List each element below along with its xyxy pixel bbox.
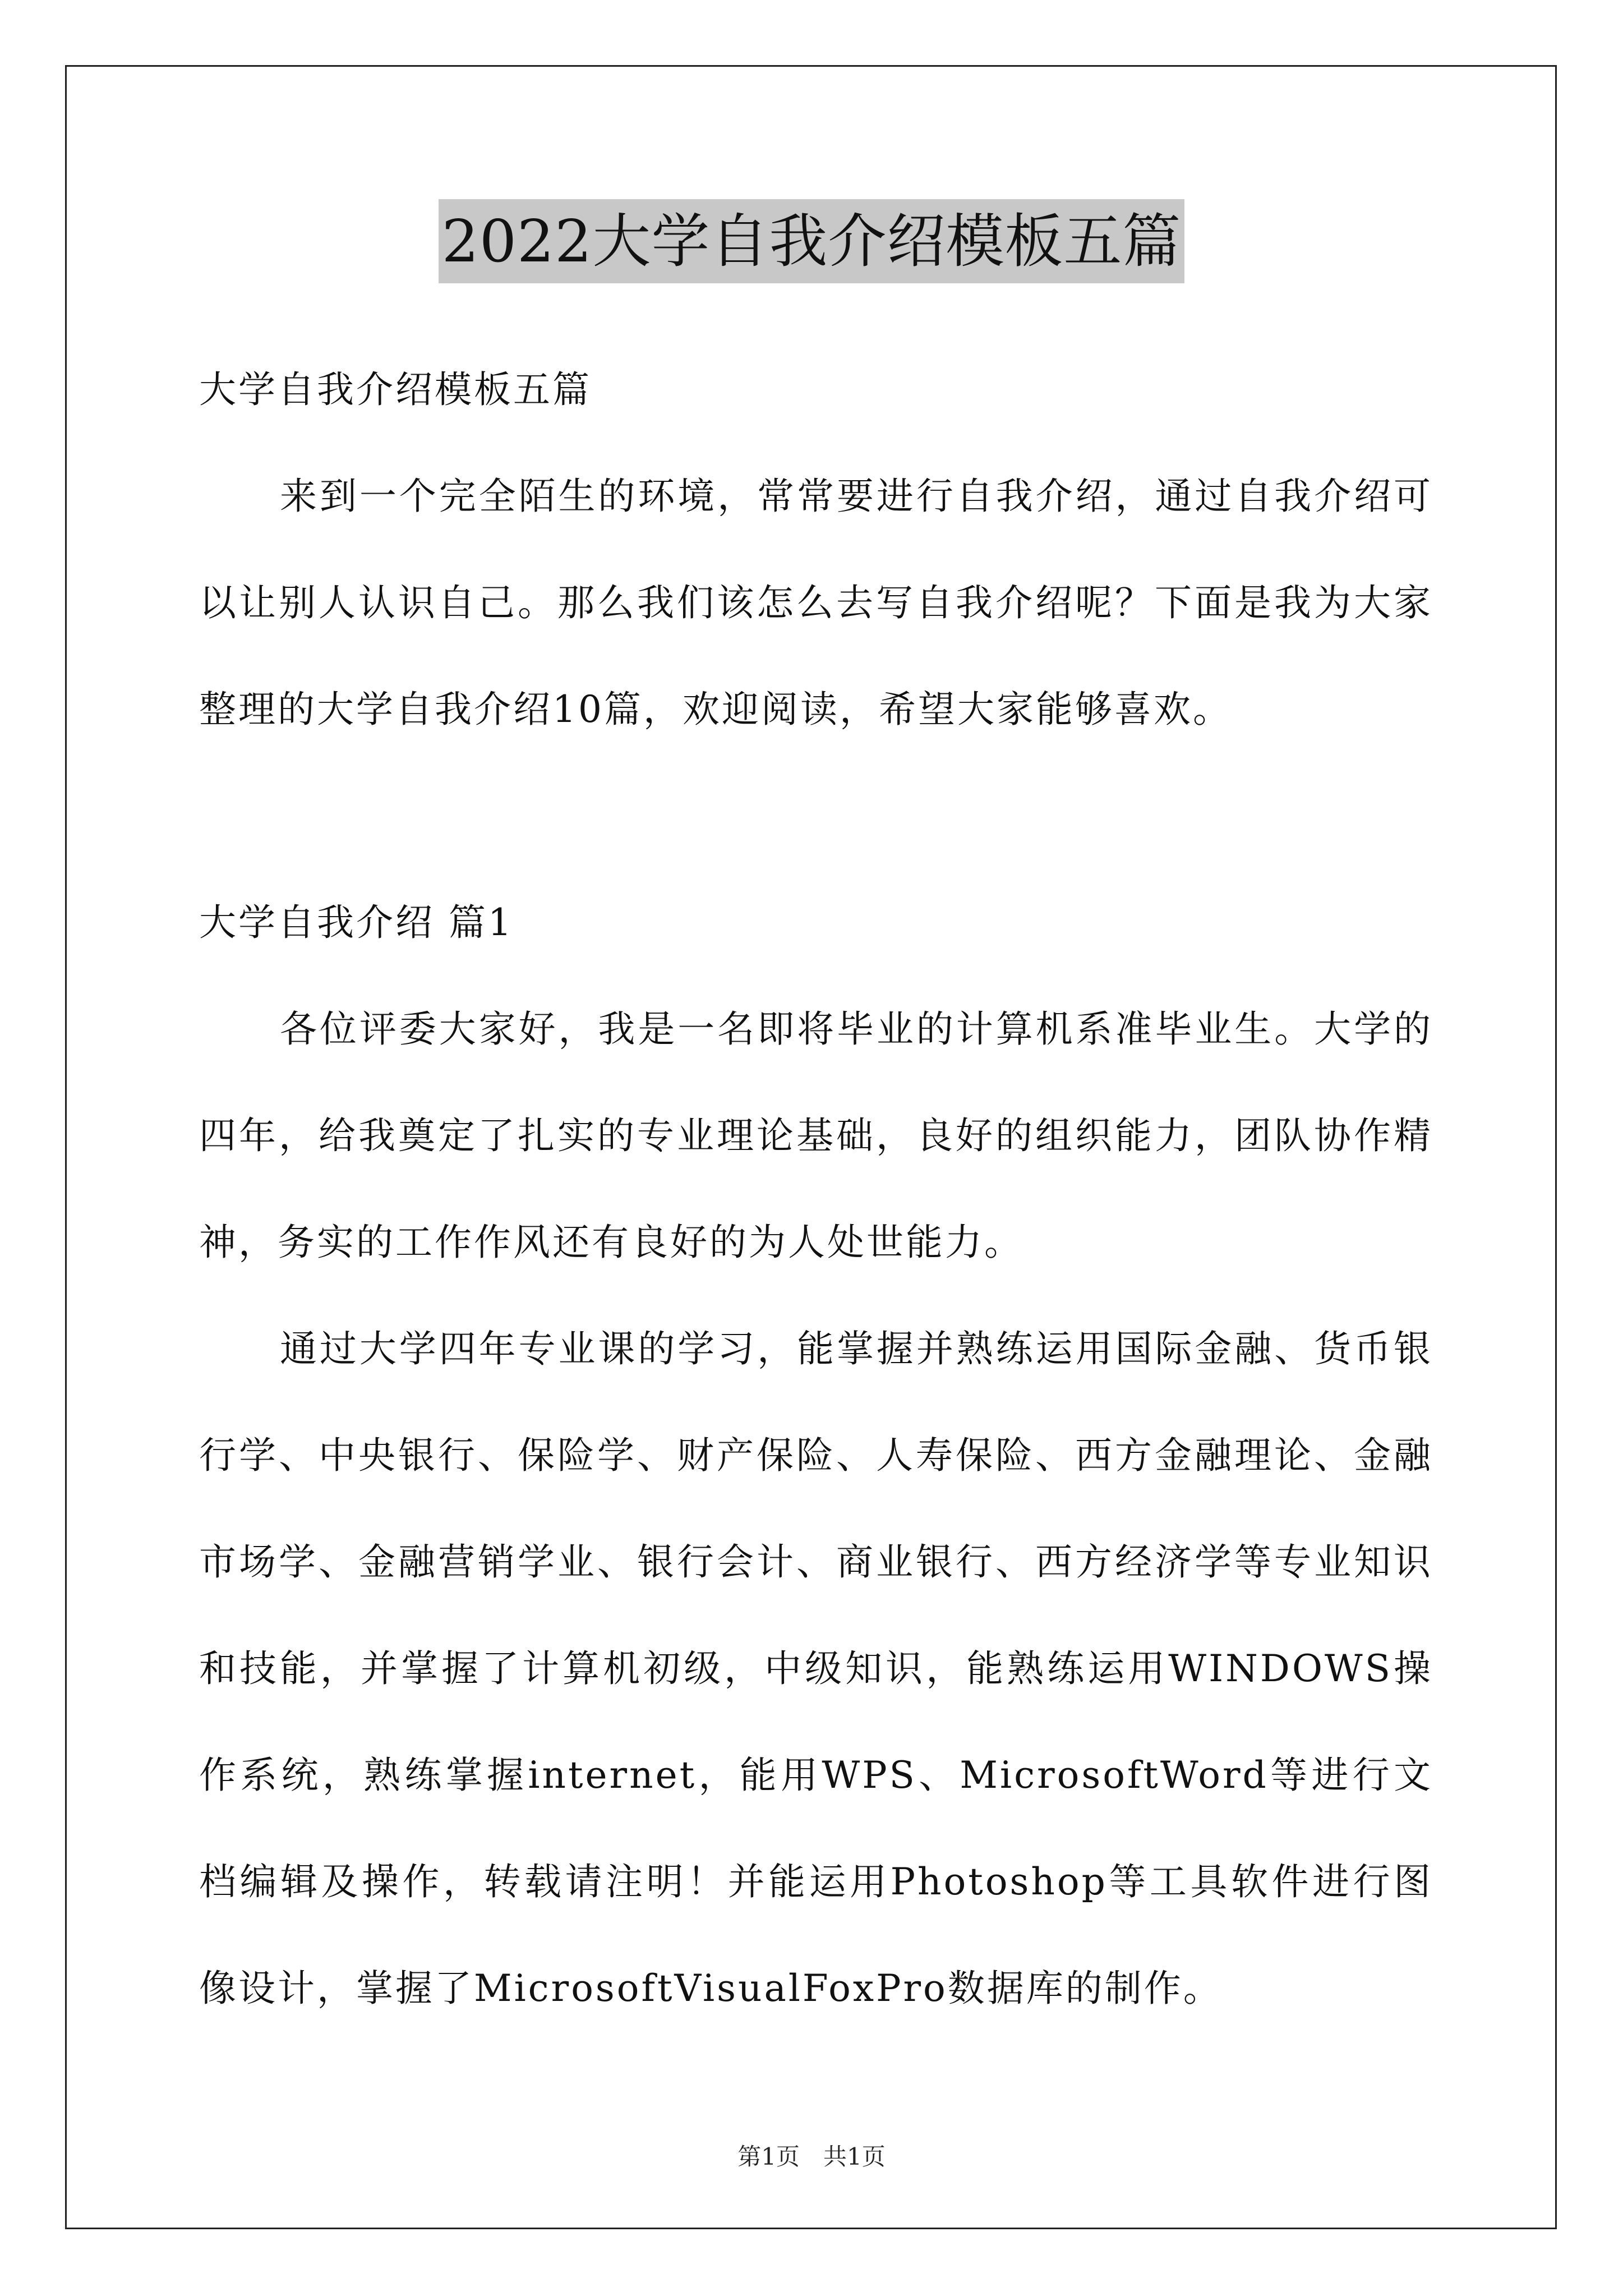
spacer [199,763,1433,869]
section-paragraph-2: 通过大学四年专业课的学习，能掌握并熟练运用国际金融、货币银行学、中央银行、保险学、财产保险、人寿保险、西方金融理论、金融市场学、金融营销学业、银行会计、商业银行、西方经济学等专业知识和技能，并掌握了计算机初级，中级知识，能熟练运用WINDOWS操作系统，熟练掌握internet，能用WPS、MicrosoftWord等进行文档编辑及操作，转载请注明！并能运用Photoshop等工具软件进行图像设计，掌握了MicrosoftVisualFoxPro数据库的制作。 [199,1327,1433,2010]
intro-paragraph: 来到一个完全陌生的环境，常常要进行自我介绍，通过自我介绍可以让别人认识自己。那么我们该怎么去写自我介绍呢？下面是我为大家整理的大学自我介绍10篇，欢迎阅读，希望大家能够喜欢。 [199,475,1433,731]
title-container [0,199,1623,283]
section-paragraph-1: 各位评委大家好，我是一名即将毕业的计算机系准毕业生。大学的四年，给我奠定了扎实的专业理论基础，良好的组织能力，团队协作精神，务实的工作作风还有良好的为人处世能力。 [199,1007,1433,1264]
subtitle: 大学自我介绍模板五篇 [199,368,592,411]
page-footer: 第1页 共1页 [737,2143,886,2170]
section-heading: 大学自我介绍 篇1 [199,901,514,944]
document-title: 2022大学自我介绍模板五篇 [439,199,1185,283]
document-body [199,337,1433,2042]
